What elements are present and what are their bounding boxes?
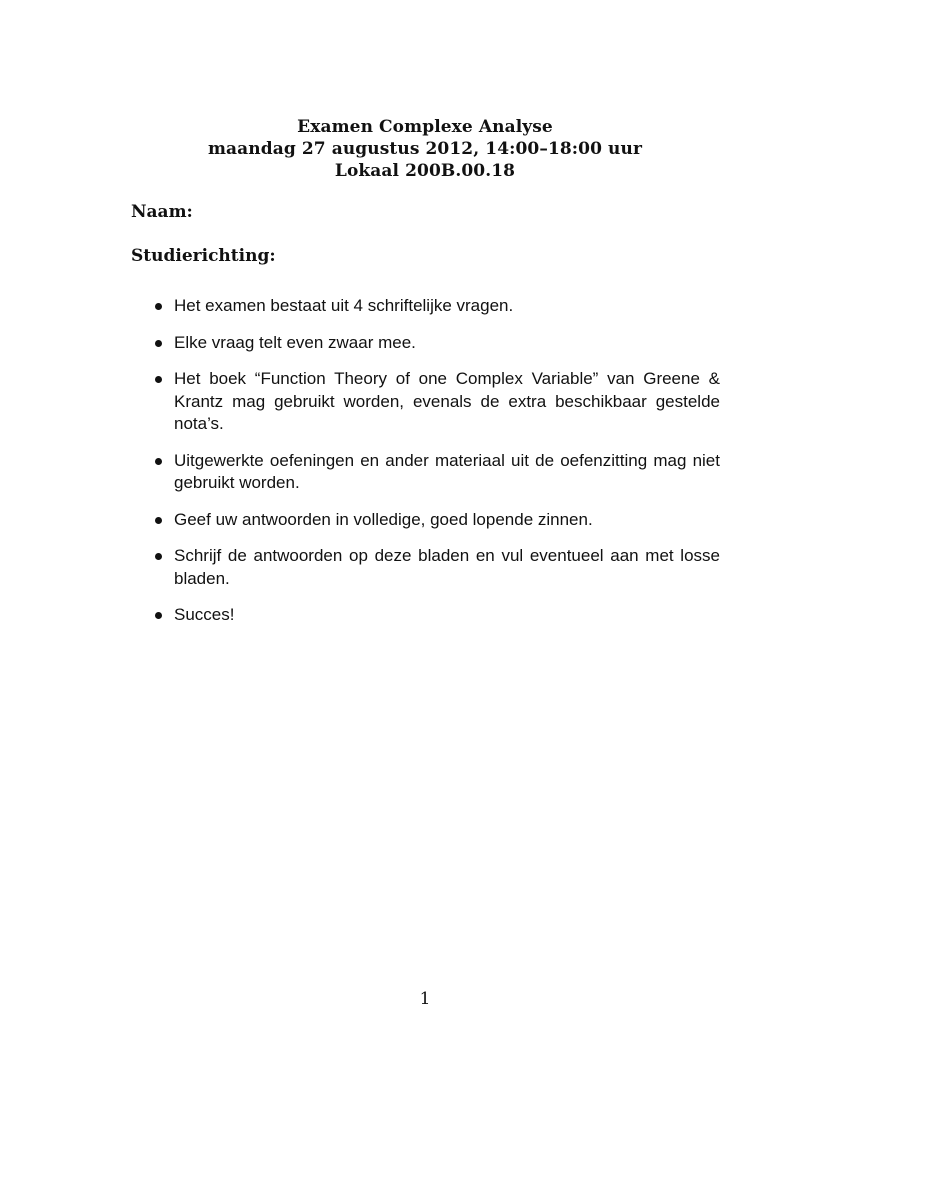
exam-title: Examen Complexe Analyse [297,117,553,137]
bullet-icon [155,458,162,465]
exam-date-time: maandag 27 augustus 2012, 14:00–18:00 uur [207,139,643,159]
bullet-icon [155,553,162,560]
list-item [155,545,720,590]
list-item [155,509,720,532]
bullet-icon [155,612,162,619]
list-item [155,332,720,355]
exam-room: Lokaal 200B.00.18 [334,161,516,181]
list-item [155,450,720,495]
instruction-text: Het boek “Function Theory of one Complex Variable” van Greene & Krantz mag gebruikt worden, evenals de extra beschikbaar gestelde nota’s. [174,369,720,433]
instruction-list [155,295,720,641]
bullet-icon [155,376,162,383]
name-label: Naam: [131,202,193,222]
study-program-label: Studierichting: [131,246,276,266]
list-item [155,368,720,436]
bullet-icon [155,340,162,347]
bullet-icon [155,303,162,310]
list-item [155,604,720,627]
instruction-text: Succes! [174,605,235,624]
list-item [155,295,720,318]
instruction-text: Schrijf de antwoorden op deze bladen en vul eventueel aan met losse bladen. [174,546,720,588]
instruction-text: Geef uw antwoorden in volledige, goed lopende zinnen. [174,509,593,529]
instruction-text: Uitgewerkte oefeningen en ander materiaal uit de oefenzitting mag niet gebruikt worden. [174,450,720,492]
exam-header [0,116,850,182]
instruction-text: Elke vraag telt even zwaar mee. [174,332,416,352]
bullet-icon [155,517,162,524]
instruction-text: Het examen bestaat uit 4 schriftelijke vragen. [174,296,514,315]
page-number: 1 [419,989,431,1009]
